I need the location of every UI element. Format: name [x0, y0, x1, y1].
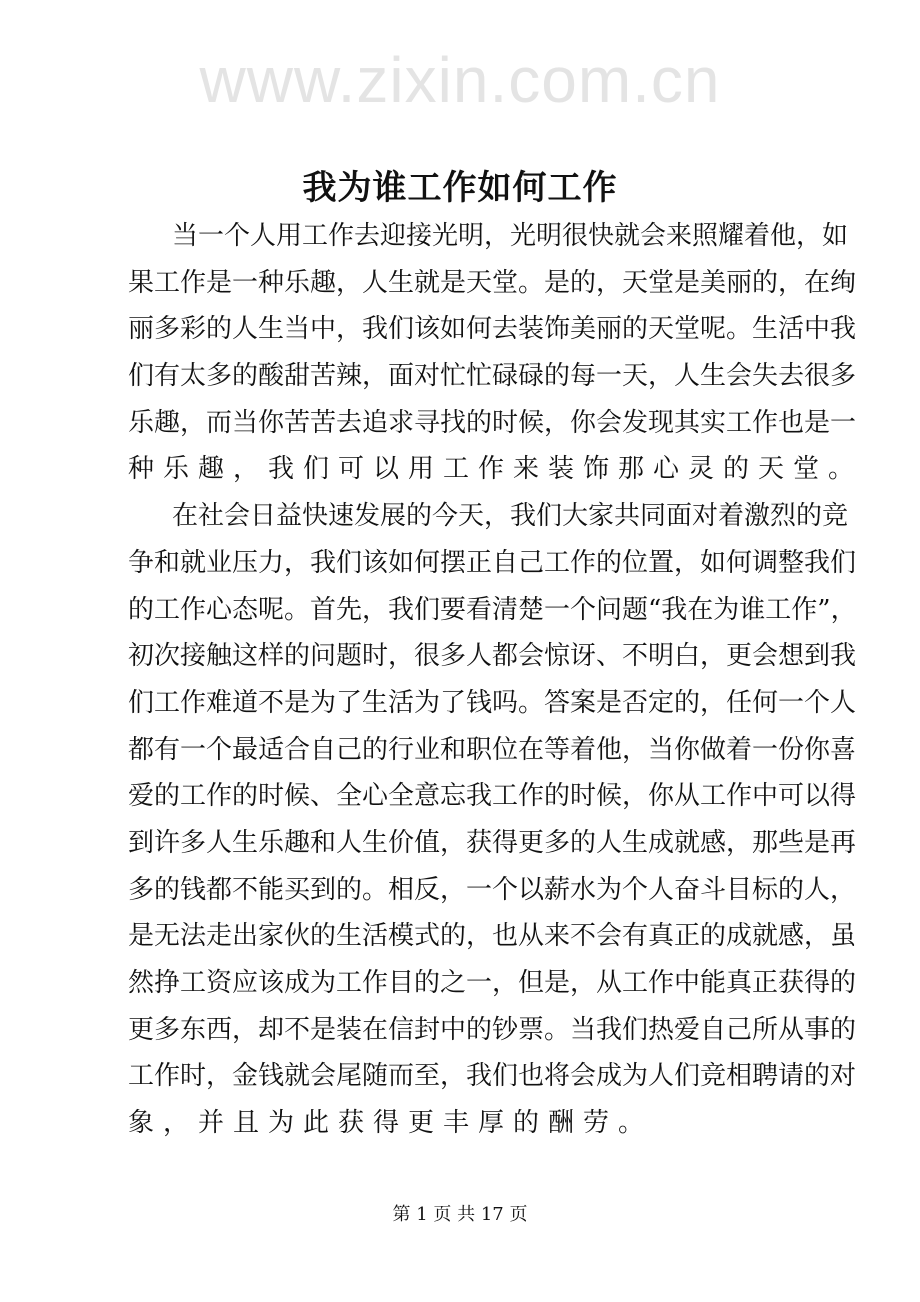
text-line: 丽多彩的人生当中，我们该如何去装饰美丽的天堂呢。生活中我: [128, 314, 857, 345]
text-line: 都有一个最适合自己的行业和职位在等着他，当你做着一份你喜: [128, 734, 857, 765]
text-line: 然挣工资应该成为工作目的之一，但是，从工作中能真正获得的: [128, 968, 857, 998]
text-line: 是无法走出家伙的生活模式的，也从来不会有真正的成就感，虽: [128, 921, 857, 952]
text-line: 们有太多的酸甜苦辣，面对忙忙碌碌的每一天，人生会失去很多: [128, 361, 857, 392]
watermark: www.zixin.com.cn: [199, 44, 721, 116]
page-footer: 第 1 页 共 17 页: [392, 1204, 528, 1225]
text-line: 更多东西，却不是装在信封中的钞票。当我们热爱自己所从事的: [128, 1014, 857, 1045]
text-line: 爱的工作的时候、全心全意忘我工作的时候，你从工作中可以得: [128, 781, 857, 812]
document-title: 我为谁工作如何工作: [302, 168, 618, 208]
text-line: 到许多人生乐趣和人生价值，获得更多的人生成就感，那些是再: [128, 827, 857, 858]
paragraph: [128, 493, 857, 1147]
text-line: 象，并且为此获得更丰厚的酬劳。: [128, 1108, 654, 1139]
text-line: 工作时，金钱就会尾随而至，我们也将会成为人们竞相聘请的对: [128, 1061, 857, 1092]
text-line: 当一个人用工作去迎接光明，光明很快就会来照耀着他，如: [172, 221, 849, 251]
text-line: 初次接触这样的问题时，很多人都会惊讶、不明白，更会想到我: [128, 641, 857, 672]
text-line: 多的钱都不能买到的。相反，一个以薪水为个人奋斗目标的人，: [128, 874, 857, 905]
text-line: 争和就业压力，我们该如何摆正自己工作的位置，如何调整我们: [128, 547, 857, 578]
document-body: [128, 213, 864, 1147]
text-line: 乐趣，而当你苦苦去追求寻找的时候，你会发现其实工作也是一: [128, 407, 857, 438]
text-line: 们工作难道不是为了生活为了钱吗。答案是否定的，任何一个人: [128, 687, 857, 718]
paragraph: [128, 213, 864, 493]
text-line: 的工作心态呢。首先，我们要看清楚一个问题“我在为谁工作”，: [128, 594, 857, 625]
text-line: 在社会日益快速发展的今天，我们大家共同面对着激烈的竞: [172, 501, 849, 532]
text-line: 种乐趣，我们可以用工作来装饰那心灵的天堂。: [128, 454, 864, 485]
text-line: 果工作是一种乐趣，人生就是天堂。是的，天堂是美丽的，在绚: [128, 267, 857, 298]
